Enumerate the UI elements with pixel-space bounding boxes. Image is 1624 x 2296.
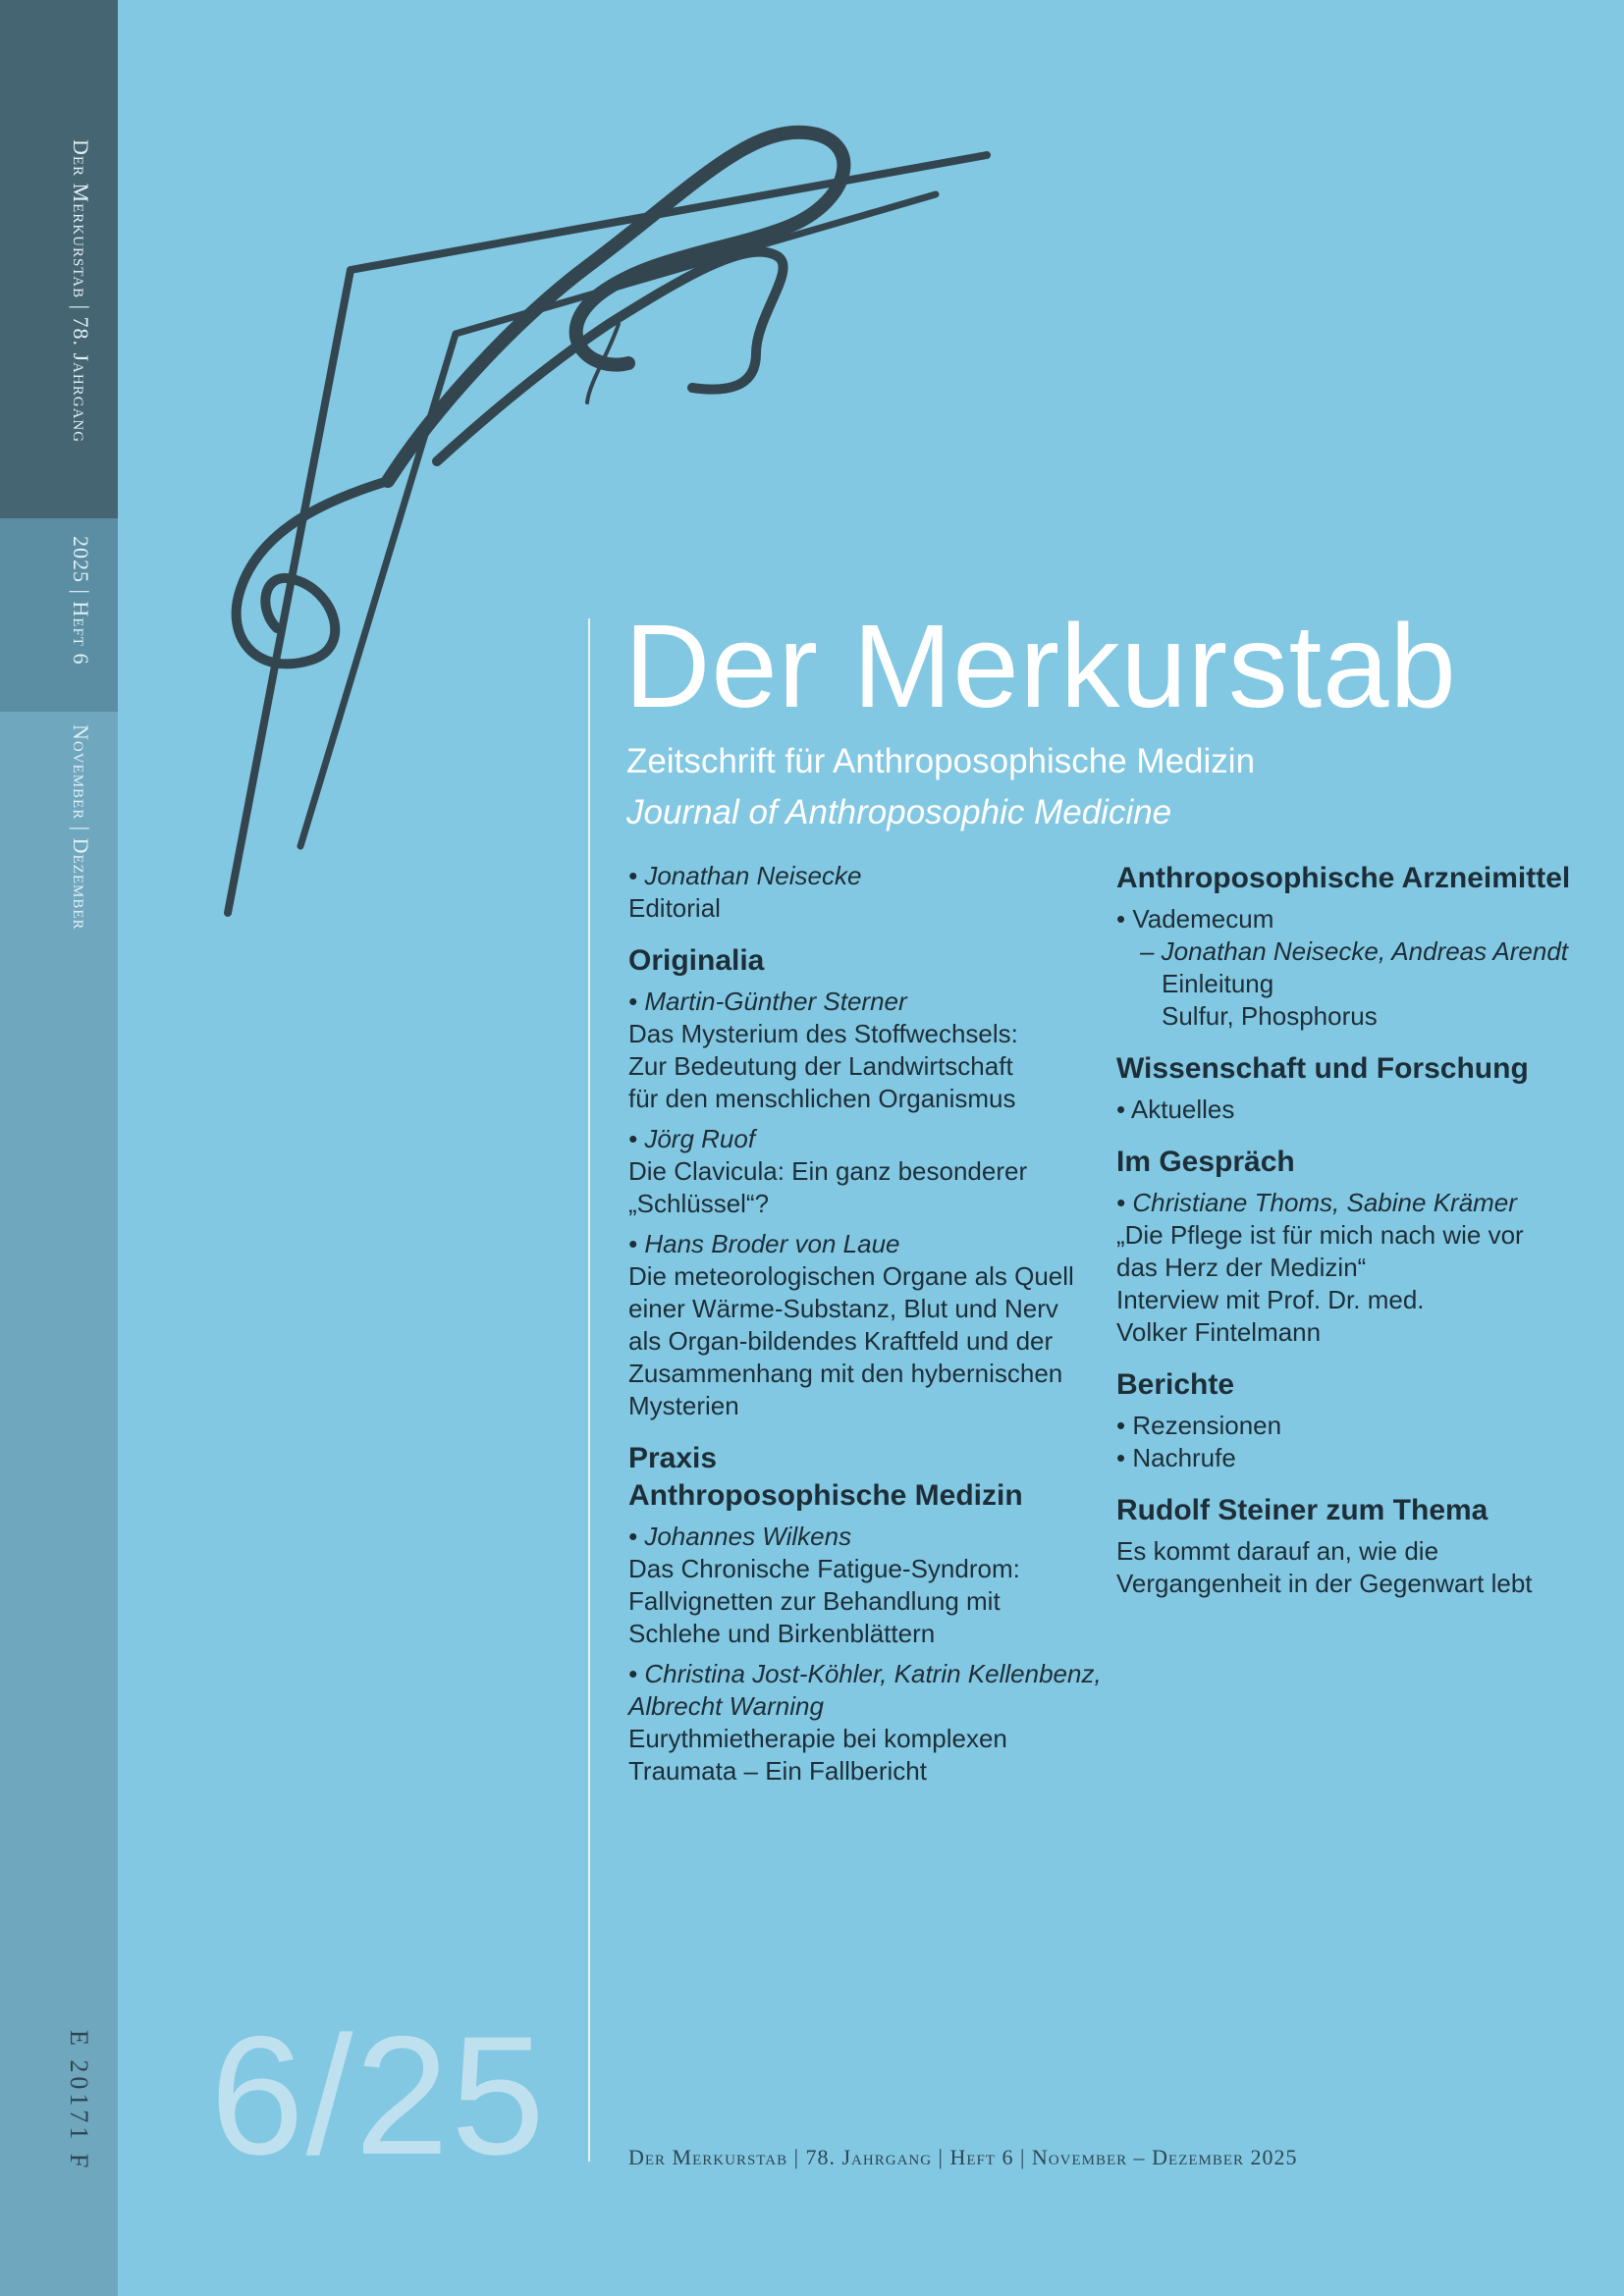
entry-title-line: Einleitung [1162,969,1274,998]
section-heading-gespraech: Im Gespräch [1116,1146,1295,1178]
logo-snake [388,133,843,481]
entry-title-line: Volker Fintelmann [1116,1317,1322,1347]
entry-title-line: Mysterien [628,1391,739,1420]
entry-author: • Martin-Günther Sterner [628,987,907,1016]
toc-entry-aktuelles [1116,1094,1607,1126]
entry-title-line: „Schlüssel“? [628,1189,770,1218]
section-heading-wissenschaft: Wissenschaft und Forschung [1116,1052,1529,1085]
section-heading-originalia: Originalia [628,944,765,977]
entry-author: • Hans Broder von Laue [628,1229,900,1258]
spine-segment-light [0,712,118,2296]
entry-title-line: Das Mysterium des Stoffwechsels: [628,1019,1018,1048]
journal-subtitle: Zeitschrift für Anthroposophische Medizin [626,742,1256,780]
entry-title-line: Interview mit Prof. Dr. med. [1116,1285,1425,1314]
entry-title-line: Schlehe und Birkenblättern [628,1619,936,1648]
entry-title-line: „Die Pflege ist für mich nach wie vor [1116,1220,1524,1250]
toc-entry-vademecum [1116,903,1607,1033]
section-heading-steiner: Rudolf Steiner zum Thema [1116,1494,1489,1526]
entry-title-line: einer Wärme-Substanz, Blut und Nerv [628,1294,1058,1323]
entry-title-line: das Herz der Medizin“ [1116,1253,1367,1282]
entry-title: • Rezensionen [1116,1411,1282,1440]
toc-entry-wilkens [628,1521,1100,1650]
toc-entry-interview [1116,1187,1607,1349]
entry-title-line: Zusammenhang mit den hybernischen [628,1359,1063,1388]
entry-title-line: Das Chronische Fatigue-Syndrom: [628,1554,1020,1583]
entry-author: • Jörg Ruof [628,1124,756,1153]
toc-entry-steiner [1116,1535,1607,1600]
entry-title-line: Sulfur, Phosphorus [1162,1001,1378,1031]
entry-title-line: Zur Bedeutung der Landwirtschaft [628,1051,1013,1081]
toc-entry-jost-koehler [628,1658,1100,1788]
entry-title-line: für den menschlichen Organismus [628,1084,1016,1113]
spine-journal-volume: Der Merkurstab | 78. Jahrgang [69,139,93,444]
spine-year-issue: 2025 | Heft 6 [69,536,93,666]
spine-code: E 20171 F [65,2030,93,2172]
entry-title-line: Es kommt darauf an, wie die [1116,1536,1439,1566]
entry-author: – Jonathan Neisecke, Andreas Arendt [1140,936,1569,966]
toc-entry-sterner [628,986,1100,1115]
entry-author: • Christina Jost-Köhler, Katrin Kellenbenz, [628,1659,1102,1688]
section-heading-berichte: Berichte [1116,1368,1235,1401]
entry-author: Albrecht Warning [628,1691,824,1721]
section-heading-line: Praxis [628,1442,718,1474]
toc-left-column [628,860,1100,1795]
entry-title: • Aktuelles [1116,1095,1235,1124]
entry-title: Editorial [628,893,721,923]
entry-title: • Nachrufe [1116,1443,1236,1472]
toc-entry-berichte [1116,1410,1607,1474]
entry-title-line: Fallvignetten zur Behandlung mit [628,1586,1001,1616]
entry-title-line: als Organ-bildendes Kraftfeld und der [628,1326,1054,1356]
section-heading-arzneimittel: Anthroposophische Arzneimittel [1116,862,1571,894]
spine-months: November | Dezember [69,724,93,931]
issue-number: 6/25 [210,2002,547,2190]
entry-author: • Johannes Wilkens [628,1522,852,1551]
section-heading-praxis [628,1440,1100,1515]
vertical-divider [588,618,590,2162]
entry-author: • Christiane Thoms, Sabine Krämer [1116,1188,1517,1217]
journal-subtitle-english: Journal of Anthroposophic Medicine [626,793,1172,831]
entry-title-line: Die Clavicula: Ein ganz besonderer [628,1156,1028,1186]
entry-title-line: Die meteorologischen Organe als Quell [628,1261,1074,1291]
toc-entry-editorial [628,860,1100,925]
entry-title: • Vademecum [1116,904,1274,934]
entry-title-line: Traumata – Ein Fallbericht [628,1756,927,1786]
toc-entry-ruof [628,1123,1100,1220]
section-heading-line: Anthroposophische Medizin [628,1479,1023,1512]
entry-title-line: Vergangenheit in der Gegenwart lebt [1116,1569,1533,1598]
entry-title-line: Eurythmietherapie bei komplexen [628,1724,1007,1753]
journal-title: Der Merkurstab [624,599,1457,732]
footer-issue-line: Der Merkurstab | 78. Jahrgang | Heft 6 | November – Dezember 2025 [628,2145,1298,2169]
entry-author: • Jonathan Neisecke [628,861,862,890]
toc-right-column [1116,860,1607,1608]
toc-entry-von-laue [628,1228,1100,1422]
